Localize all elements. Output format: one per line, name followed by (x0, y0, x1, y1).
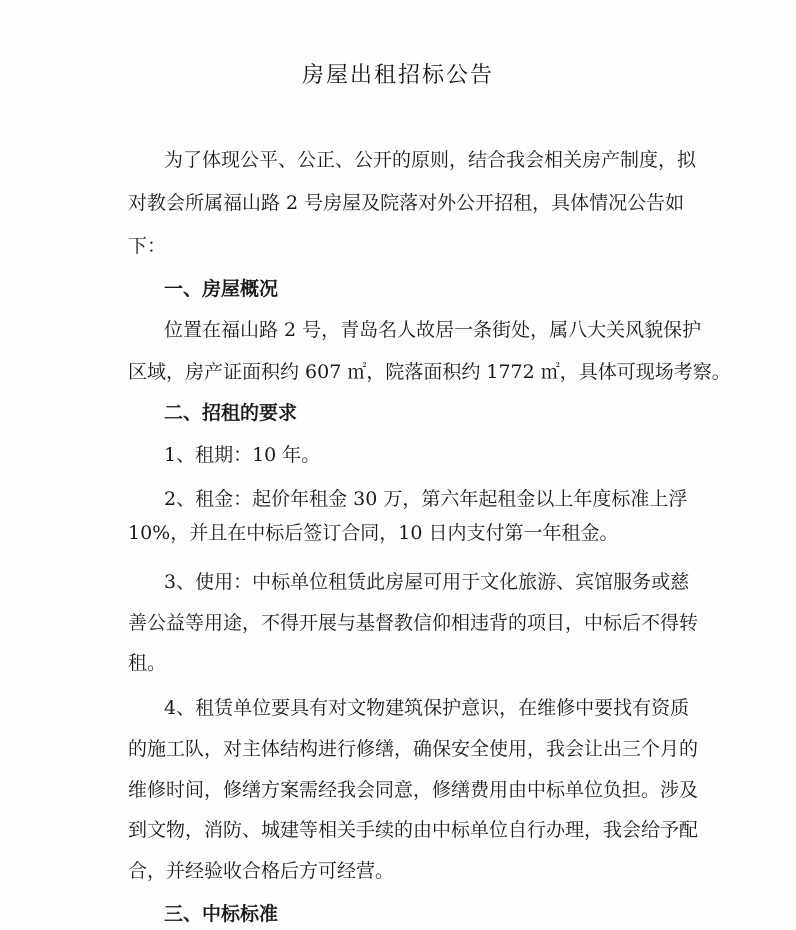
item-usage-line-2: 善公益等用途，不得开展与基督教信仰相违背的项目，中标后不得转 (128, 612, 699, 634)
item-usage-line-1: 3、使用：中标单位租赁此房屋可用于文化旅游、宾馆服务或慈 (164, 571, 690, 593)
item-protection-line-1: 4、租赁单位要具有对文物建筑保护意识，在维修中要找有资质 (164, 697, 690, 719)
item-usage-line-3: 租。 (128, 652, 167, 674)
item-lease-term: 1、租期：10 年。 (164, 444, 321, 466)
item-protection-line-2: 的施工队，对主体结构进行修缮，确保安全使用，我会让出三个月的 (128, 738, 699, 760)
item-protection-line-3: 维修时间，修缮方案需经我会同意，修缮费用由中标单位负担。涉及 (128, 779, 699, 801)
section-heading-overview: 一、房屋概况 (164, 278, 279, 300)
item-protection-line-5: 合，并经验收合格后方可经营。 (128, 860, 395, 882)
section-heading-winning-criteria: 三、中标标准 (164, 903, 279, 925)
item-rent-line-1: 2、租金：起价年租金 30 万，第六年起租金以上年度标准上浮 (164, 488, 688, 510)
paragraph-location-line-1: 位置在福山路 2 号，青岛名人故居一条街处，属八大关风貌保护 (164, 319, 702, 341)
document-title: 房屋出租招标公告 (301, 63, 494, 88)
section-heading-requirements: 二、招租的要求 (164, 402, 298, 424)
paragraph-intro-line-3: 下： (128, 235, 167, 257)
paragraph-intro-line-1: 为了体现公平、公正、公开的原则，结合我会相关房产制度，拟 (164, 149, 697, 171)
paragraph-intro-line-2: 对教会所属福山路 2 号房屋及院落对外公开招租，具体情况公告如 (128, 192, 685, 214)
item-protection-line-4: 到文物，消防、城建等相关手续的由中标单位自行办理，我会给予配 (128, 819, 699, 841)
item-rent-line-2: 10%，并且在中标后签订合同，10 日内支付第一年租金。 (128, 522, 619, 544)
paragraph-location-line-2: 区域，房产证面积约 607 ㎡，院落面积约 1772 ㎡，具体可现场考察。 (128, 361, 731, 383)
